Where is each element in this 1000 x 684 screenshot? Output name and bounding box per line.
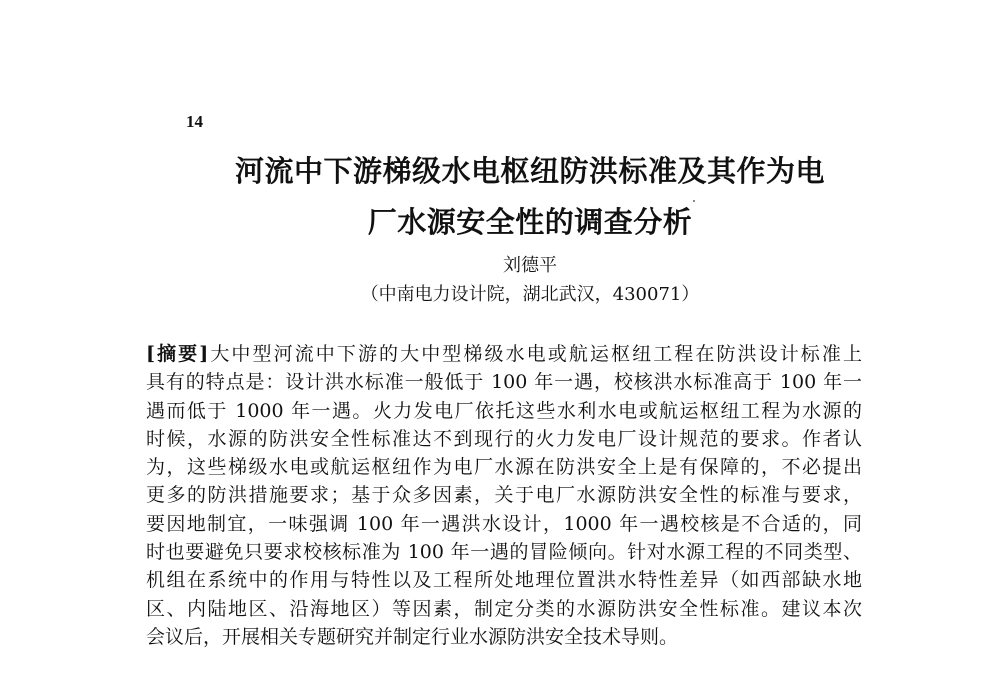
paper-title-line-2: 厂水源安全性的调查分析 [367,205,693,239]
abstract-line: 为，这些梯级水电或航运枢纽作为电厂水源在防洪安全上是有保障的，不必提出 [146,456,862,479]
paper-title-line-1: 河流中下游梯级水电枢纽防洪标准及其作为电 [234,154,825,188]
abstract-line: 时也要避免只要求校核标准为 100 年一遇的冒险倾向。针对水源工程的不同类型、 [146,541,862,564]
author-name: 刘德平 [503,255,557,276]
abstract-line [146,340,862,368]
author-affiliation: （中南电力设计院，湖北武汉，430071） [360,284,700,305]
page-number: 14 [186,112,203,131]
abstract-text: 大中型河流中下游的大中型梯级水电或航运枢纽工程在防洪设计标准上 [208,343,862,365]
abstract-line: 具有的特点是：设计洪水标准一般低于 100 年一遇，校核洪水标准高于 100 年一 [146,371,862,394]
abstract-line: 会议后，开展相关专题研究并制定行业水源防洪安全技术导则。 [146,625,679,648]
abstract-line: 机组在系统中的作用与特性以及工程所处地理位置洪水特性差异（如西部缺水地 [146,569,862,592]
abstract-line: 区、内陆地区、沿海地区）等因素，制定分类的水源防洪安全性标准。建议本次 [146,597,862,620]
abstract-line: 更多的防洪措施要求；基于众多因素，关于电厂水源防洪安全性的标准与要求， [146,484,862,507]
abstract-line: 要因地制宜，一味强调 100 年一遇洪水设计，1000 年一遇校核是不合适的，同 [146,512,862,535]
abstract [146,340,862,651]
scan-speck [693,200,695,202]
abstract-line: 遇而低于 1000 年一遇。火力发电厂依托这些水利水电或航运枢纽工程为水源的 [146,399,862,422]
abstract-line: 时候，水源的防洪安全性标准达不到现行的火力发电厂设计规范的要求。作者认 [146,427,862,450]
abstract-label: [摘要] [146,343,209,365]
